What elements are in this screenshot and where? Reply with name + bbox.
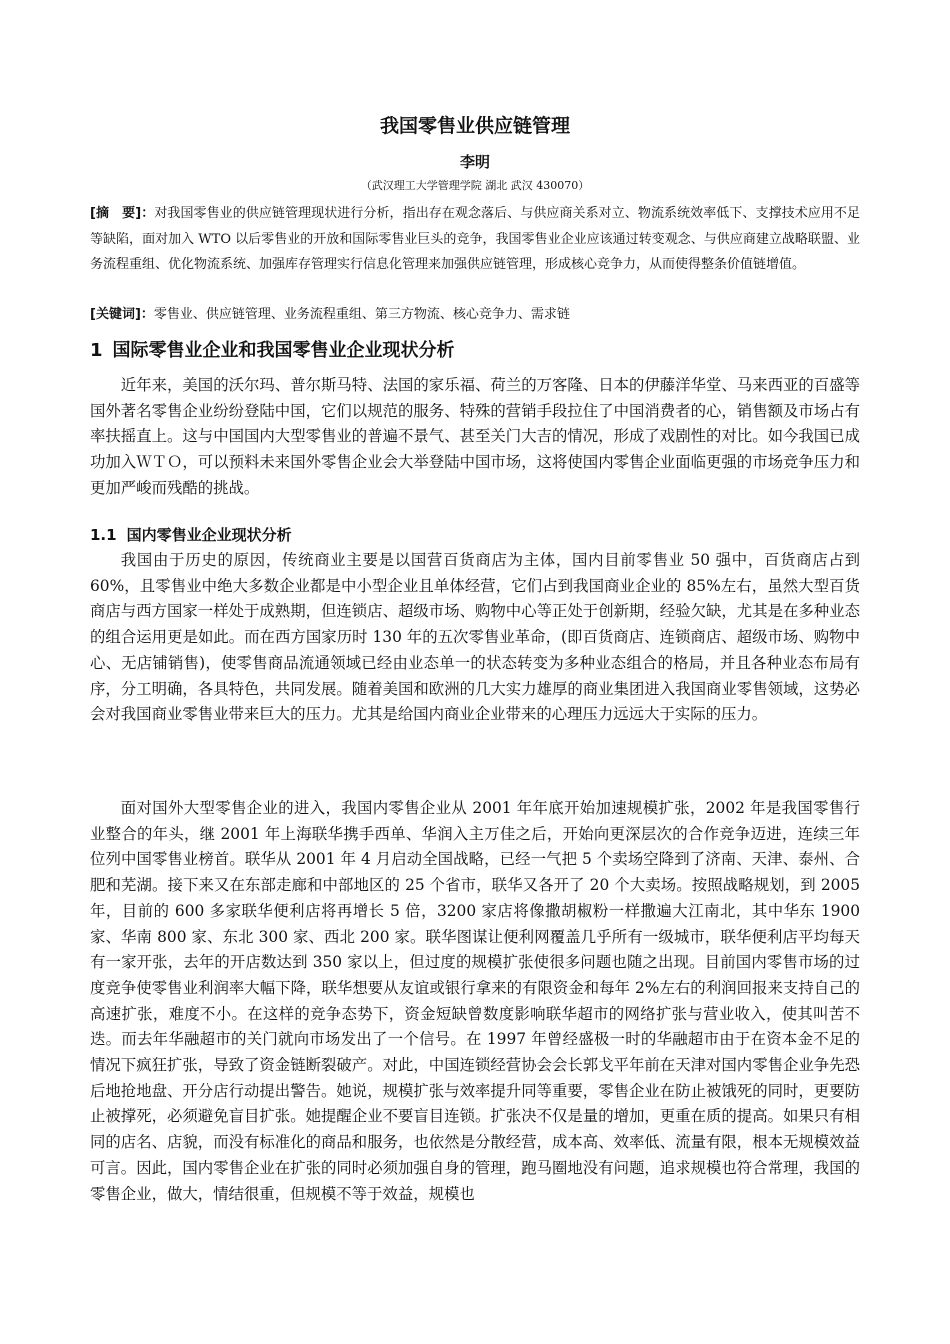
paper-title: 我国零售业供应链管理 <box>379 115 570 137</box>
section-1-title: 国际零售业企业和我国零售业企业现状分析 <box>112 340 455 361</box>
author-affiliation: （武汉理工大学管理学院 湖北 武汉 430070） <box>360 179 590 192</box>
keywords-text: 零售业、供应链管理、业务流程重组、第三方物流、核心竞争力、需求链 <box>153 307 570 322</box>
abstract-label: [摘 要]： <box>90 206 155 221</box>
section-1-1-number: 1.1 <box>90 526 117 544</box>
section-1-1-paragraph-2: 面对国外大型零售企业的进入，我国内零售企业从 2001 年年底开始加速规模扩张，2002 年是我国零售行业整合的年头，继 2001 年上海联华携手西单、华润入主万佳之后，开始向更深层次的合作竞争迈进，连续三年位列中国零售业榜首。联华从 2001 年 4 月启动全国战略，已经一气把 5 个卖场空降到了济南、天津、泰州、合肥和芜湖。接下来又在东部走廊和中部地区的 25 个省市，联华又各开了 20 个大卖场。按照战略规划，到 2005 年，目前的 600 多家联华便利店将再增长 5 倍，3200 家店将像撒胡椒粉一样撒遍大江南北，其中华东 1900 家、华南 800 家、东北 300 家、西北 200 家。联华图谋让便利网覆盖几乎所有一级城市，联华便利店平均每天有一家开张，去年的开店数达到 350 家以上，但过度的规模扩张使很多问题也随之出现。目前国内零售市场的过度竞争使零售业利润率大幅下降，联华想要从友谊或银行拿来的有限资金和每年 2%左右的利润回报来支持自己的高速扩张，难度不小。在这样的竞争态势下，资金短缺曾数度影响联华超市的网络扩张与营业收入，使其叫苦不迭。而去年华融超市的关门就向市场发出了一个信号。在 1997 年曾经盛极一时的华融超市由于在资本金不足的情况下疯狂扩张，导致了资金链断裂破产。对此，中国连锁经营协会会长郭戈平年前在天津对国内零售企业争先恐后地抢地盘、开分店行动提出警告。她说，规模扩张与效率提升同等重要，零售企业在防止被饿死的同时，更要防止被撑死，必须避免盲目扩张。她提醒企业不要盲目连锁。扩张决不仅是量的增加，更重在质的提高。如果只有相同的店名、店貌，而没有标准化的商品和服务，也依然是分散经营，成本高、效率低、流量有限，根本无规模效益可言。因此，国内零售企业在扩张的同时必须加强自身的管理，跑马圈地没有问题，追求规模也符合常理，我国的零售企业，做大，情结很重，但规模不等于效益，规模也 <box>90 799 860 1203</box>
keywords <box>90 302 860 328</box>
section-1-1-title: 国内零售业企业现状分析 <box>126 526 292 544</box>
section-1-1-heading <box>90 523 860 548</box>
document-page <box>90 0 860 1344</box>
section-1-1-paragraph-1: 我国由于历史的原因，传统商业主要是以国营百货商店为主体，国内目前零售业 50 强中，百货商店占到 60%，且零售业中绝大多数企业都是中小型企业且单体经营，它们占到我国商业企业的 85%左右，虽然大型百货商店与西方国家一样处于成熟期，但连锁店、超级市场、购物中心等正处于创新期，经验欠缺，尤其是在多种业态的组合运用更是如此。而在西方国家历时 130 年的五次零售业革命，(即百货商店、连锁商店、超级市场、购物中心、无店铺销售)，使零售商品流通领域已经由业态单一的状态转变为多种业态组合的格局，并且各种业态布局有序，分工明确，各具特色，共同发展。随着美国和欧洲的几大实力雄厚的商业集团进入我国商业零售领域，这势必会对我国商业零售业带来巨大的压力。尤其是给国内商业企业带来的心理压力远远大于实际的压力。 <box>90 551 860 724</box>
author-name: 李明 <box>459 153 490 171</box>
section-1-number: 1 <box>90 340 103 361</box>
keywords-label: [关键词]： <box>90 307 154 322</box>
abstract <box>90 201 860 278</box>
abstract-text: 对我国零售业的供应链管理现状进行分析，指出存在观念落后、与供应商关系对立、物流系统效率低下、支撑技术应用不足等缺陷，面对加入 WTO 以后零售业的开放和国际零售业巨头的竞争，我国零售业企业应该通过转变观念、与供应商建立战略联盟、业务流程重组、优化物流系统、加强库存管理实行信息化管理来加强供应链管理，形成核心竞争力，从而使得整条价值链增值。 <box>90 206 860 272</box>
section-1-paragraph: 近年来，美国的沃尔玛、普尔斯马特、法国的家乐福、荷兰的万客隆、日本的伊藤洋华堂、马来西亚的百盛等国外著名零售企业纷纷登陆中国，它们以规范的服务、特殊的营销手段拉住了中国消费者的心，销售额及市场占有率扶摇直上。这与中国国内大型零售业的普遍不景气、甚至关门大吉的情况，形成了戏剧性的对比。如今我国已成功加入ＷＴＯ，可以预料未来国外零售企业会大举登陆中国市场，这将使国内零售企业面临更强的市场竞争压力和更加严峻而残酷的挑战。 <box>90 376 860 497</box>
section-1-heading <box>90 337 860 365</box>
